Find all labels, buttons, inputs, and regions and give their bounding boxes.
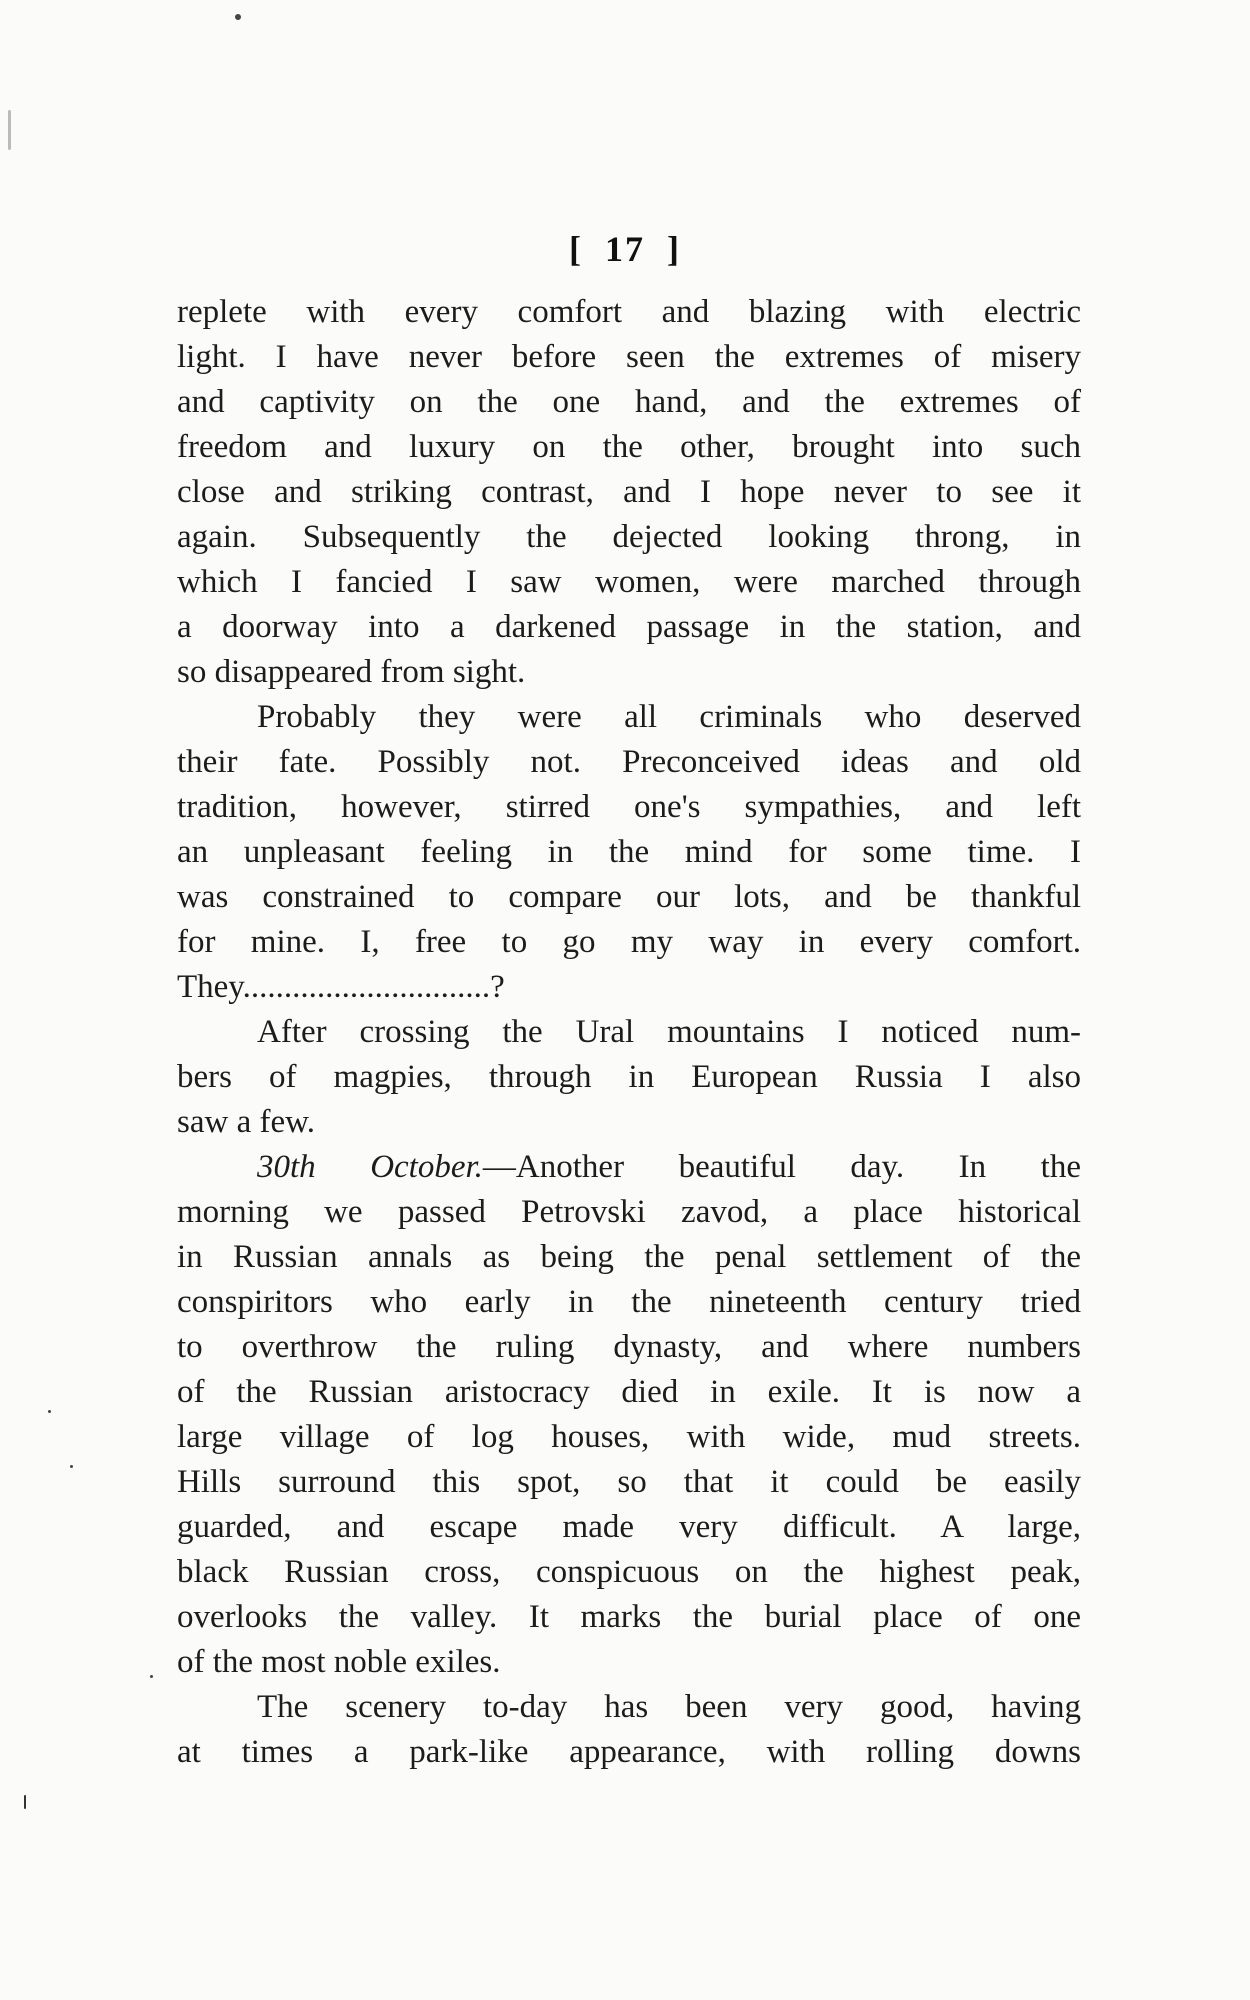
scan-speck xyxy=(235,14,241,20)
text-line: saw a few. xyxy=(177,1104,316,1140)
text-line: guarded, and escape made very difficult. A large, xyxy=(177,1509,1081,1545)
page-number-close-bracket: ] xyxy=(667,229,681,269)
text-line: their fate. Possibly not. Preconceived ideas and old xyxy=(177,744,1081,780)
text-line: was constrained to compare our lots, and be thankful xyxy=(177,879,1081,915)
text-line: at times a park-like appearance, with rolling downs xyxy=(177,1734,1081,1770)
text-line: After crossing the Ural mountains I noticed num- xyxy=(257,1014,1081,1050)
paragraph-4 xyxy=(177,1145,1081,1685)
scan-speck xyxy=(70,1465,73,1468)
page-number-value: 17 xyxy=(605,229,645,269)
text-line: tradition, however, stirred one's sympathies, and left xyxy=(177,789,1081,825)
text-line: so disappeared from sight. xyxy=(177,654,526,690)
body-text xyxy=(177,290,1081,1775)
text-line: The scenery to-day has been very good, having xyxy=(257,1689,1081,1725)
text-line: large village of log houses, with wide, mud streets. xyxy=(177,1419,1081,1455)
text-line: freedom and luxury on the other, brought into such xyxy=(177,429,1081,465)
scan-speck xyxy=(48,1410,51,1413)
text-fragment: —Another beautiful day. In the xyxy=(482,1149,1081,1185)
text-line: replete with every comfort and blazing with electric xyxy=(177,294,1081,330)
scan-speck xyxy=(8,110,11,150)
scan-speck xyxy=(150,1675,153,1678)
paragraph-3 xyxy=(177,1010,1081,1145)
text-line: of the most noble exiles. xyxy=(177,1644,501,1680)
text-line: an unpleasant feeling in the mind for some time. I xyxy=(177,834,1081,870)
text-line: in Russian annals as being the penal settlement of the xyxy=(177,1239,1081,1275)
text-line: of the Russian aristocracy died in exile. It is now a xyxy=(177,1374,1081,1410)
text-line: overlooks the valley. It marks the burial place of one xyxy=(177,1599,1081,1635)
paragraph-1 xyxy=(177,290,1081,695)
diary-date: 30th October. xyxy=(257,1149,483,1185)
text-line: They..............................? xyxy=(177,969,505,1005)
text-line: to overthrow the ruling dynasty, and where numbers xyxy=(177,1329,1081,1365)
paragraph-5 xyxy=(177,1685,1081,1775)
text-line: black Russian cross, conspicuous on the highest peak, xyxy=(177,1554,1081,1590)
text-line: again. Subsequently the dejected looking throng, in xyxy=(177,519,1081,555)
page-number xyxy=(0,228,1250,270)
paragraph-2 xyxy=(177,695,1081,1010)
text-line: close and striking contrast, and I hope never to see it xyxy=(177,474,1081,510)
text-line: conspiritors who early in the nineteenth century tried xyxy=(177,1284,1081,1320)
text-line: and captivity on the one hand, and the extremes of xyxy=(177,384,1081,420)
text-line: morning we passed Petrovski zavod, a place historical xyxy=(177,1194,1081,1230)
text-line: Hills surround this spot, so that it could be easily xyxy=(177,1464,1081,1500)
text-line: which I fancied I saw women, were marched through xyxy=(177,564,1081,600)
scan-speck xyxy=(24,1795,26,1809)
text-line: light. I have never before seen the extremes of misery xyxy=(177,339,1081,375)
page-number-open-bracket: [ xyxy=(569,229,583,269)
text-line: bers of magpies, through in European Russia I also xyxy=(177,1059,1081,1095)
text-line: Probably they were all criminals who deserved xyxy=(257,699,1081,735)
text-line xyxy=(177,1145,1081,1190)
text-line: for mine. I, free to go my way in every comfort. xyxy=(177,924,1081,960)
text-line: a doorway into a darkened passage in the station, and xyxy=(177,609,1081,645)
